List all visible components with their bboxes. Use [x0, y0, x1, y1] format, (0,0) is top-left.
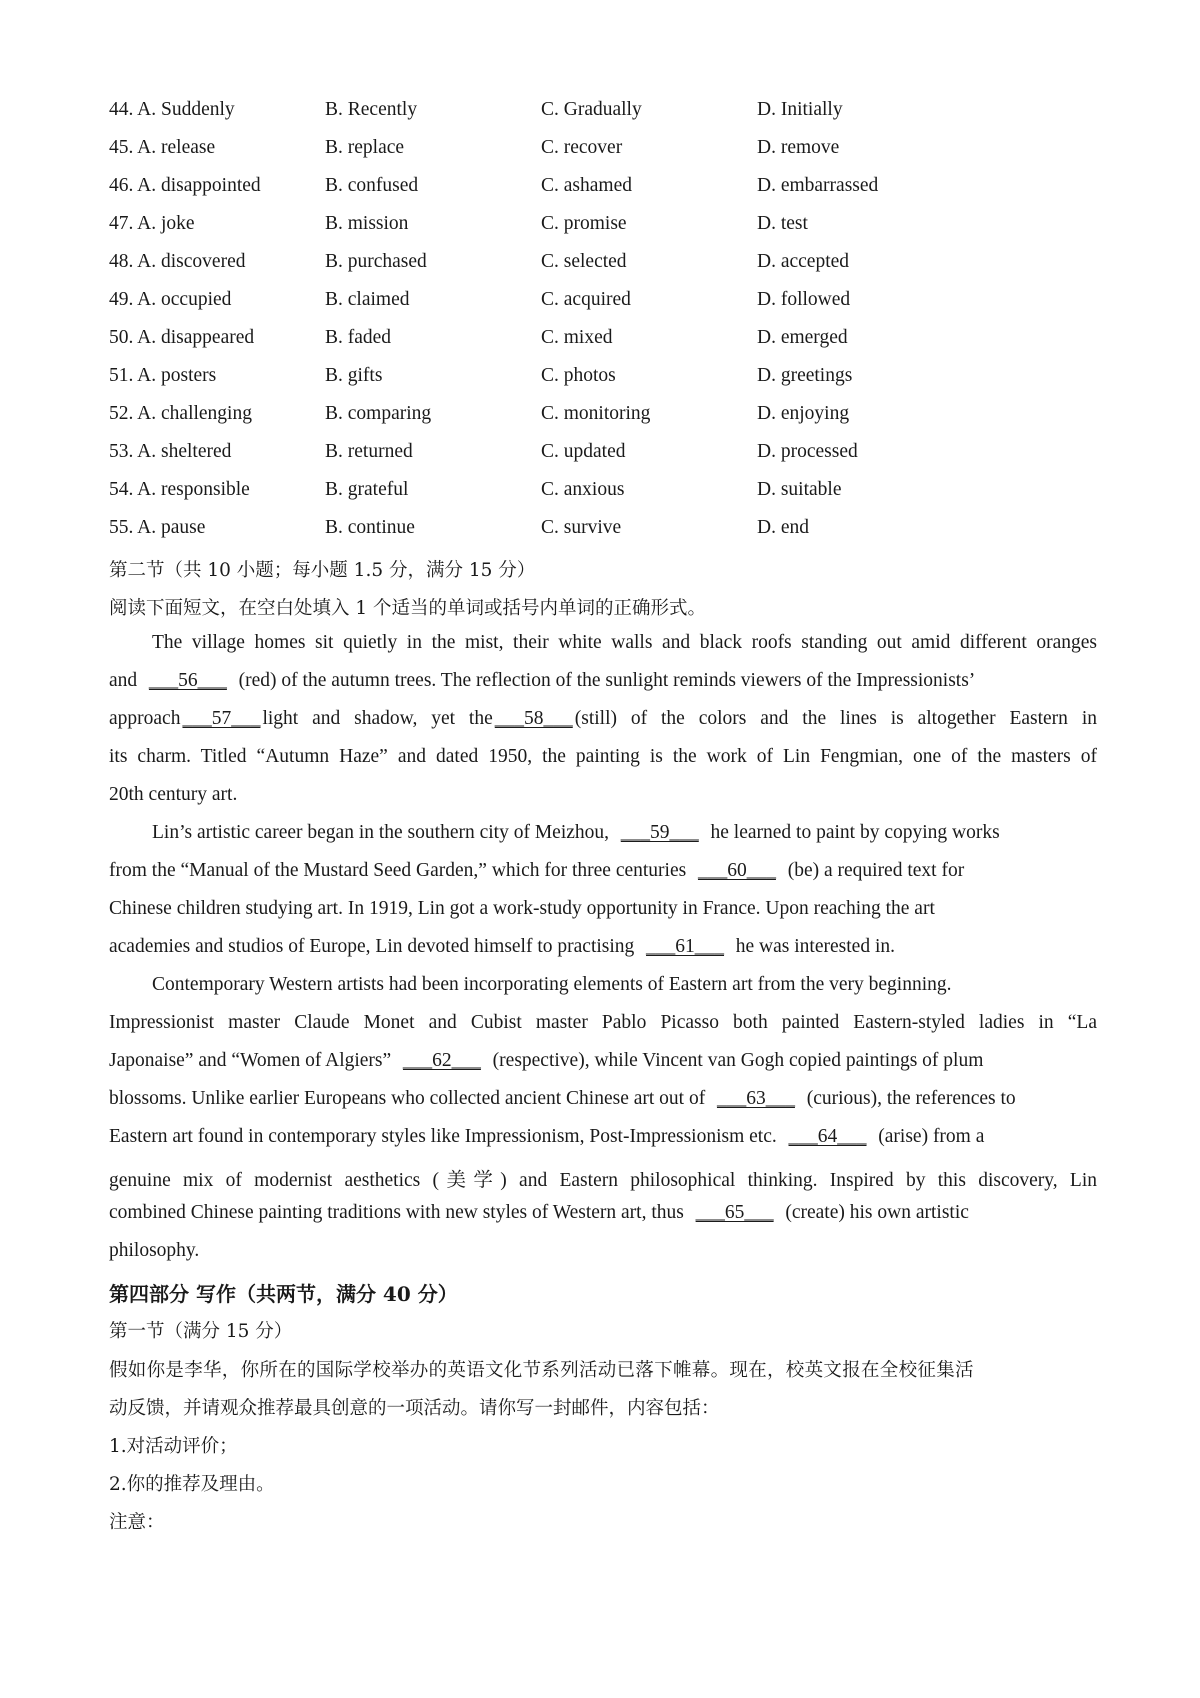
question-row: [109, 99, 1109, 135]
blank-56[interactable]: ___56___: [148, 670, 227, 691]
option-d[interactable]: D. greetings: [757, 365, 853, 386]
option-d[interactable]: D. suitable: [757, 479, 842, 500]
option-a[interactable]: 55. A. pause: [109, 517, 206, 538]
blank-58[interactable]: ___58___: [494, 708, 573, 729]
passage-line: from the “Manual of the Mustard Seed Garden,” which for three centuries ___60___ (be) a required text for: [109, 860, 965, 881]
question-row: [109, 327, 1109, 363]
option-c[interactable]: C. promise: [541, 213, 627, 234]
option-b[interactable]: B. continue: [325, 517, 415, 538]
option-a[interactable]: 53. A. sheltered: [109, 441, 232, 462]
writing-requirement-2: 2.你的推荐及理由。: [109, 1474, 275, 1495]
option-c[interactable]: C. updated: [541, 441, 626, 462]
passage-line: its charm. Titled “Autumn Haze” and dated 1950, the painting is the work of Lin Fengmian, one of the masters of: [109, 746, 1097, 767]
blank-62[interactable]: ___62___: [402, 1050, 481, 1071]
blank-60[interactable]: ___60___: [697, 860, 776, 881]
question-row: [109, 251, 1109, 287]
option-a[interactable]: 44. A. Suddenly: [109, 99, 235, 120]
option-b[interactable]: B. purchased: [325, 251, 427, 272]
option-c[interactable]: C. survive: [541, 517, 622, 538]
question-row: [109, 137, 1109, 173]
option-c[interactable]: C. recover: [541, 137, 623, 158]
option-a[interactable]: 46. A. disappointed: [109, 175, 261, 196]
passage-line: Chinese children studying art. In 1919, Lin got a work-study opportunity in France. Upon reaching the art: [109, 898, 935, 919]
option-d[interactable]: D. end: [757, 517, 809, 538]
option-b[interactable]: B. mission: [325, 213, 409, 234]
passage-line: academies and studios of Europe, Lin devoted himself to practising ___61___ he was interested in.: [109, 936, 895, 957]
option-d[interactable]: D. emerged: [757, 327, 848, 348]
blank-64[interactable]: ___64___: [788, 1126, 867, 1147]
blank-61[interactable]: ___61___: [646, 936, 725, 957]
passage-line: combined Chinese painting traditions with new styles of Western art, thus ___65___ (create) his own artistic: [109, 1202, 969, 1223]
option-b[interactable]: B. replace: [325, 137, 405, 158]
question-row: [109, 441, 1109, 477]
passage-line: Japonaise” and “Women of Algiers” ___62___ (respective), while Vincent van Gogh copied paintings of plum: [109, 1050, 984, 1071]
option-d[interactable]: D. Initially: [757, 99, 843, 120]
writing-requirement-1: 1.对活动评价；: [109, 1436, 238, 1457]
option-c[interactable]: C. Gradually: [541, 99, 642, 120]
question-row: [109, 289, 1109, 325]
option-c[interactable]: C. acquired: [541, 289, 631, 310]
passage-line: philosophy.: [109, 1240, 200, 1261]
part4-section1-heading: 第一节（满分 15 分）: [109, 1321, 293, 1342]
passage-line: 20th century art.: [109, 784, 238, 805]
blank-65[interactable]: ___65___: [695, 1202, 774, 1223]
option-b[interactable]: B. returned: [325, 441, 413, 462]
question-row: [109, 175, 1109, 211]
option-b[interactable]: B. Recently: [325, 99, 418, 120]
passage-line: and ___56___ (red) of the autumn trees. The reflection of the sunlight reminds viewers of the Impressionists’: [109, 670, 976, 691]
option-a[interactable]: 49. A. occupied: [109, 289, 232, 310]
option-a[interactable]: 48. A. discovered: [109, 251, 246, 272]
option-b[interactable]: B. confused: [325, 175, 419, 196]
option-b[interactable]: B. claimed: [325, 289, 410, 310]
part4-heading: 第四部分 写作（共两节，满分 40 分）: [109, 1282, 458, 1306]
option-d[interactable]: D. followed: [757, 289, 851, 310]
blank-57[interactable]: ___57___: [182, 708, 261, 729]
question-row: [109, 365, 1109, 401]
option-a[interactable]: 45. A. release: [109, 137, 216, 158]
passage-line: The village homes sit quietly in the mist, their white walls and black roofs standing out amid different oranges: [152, 632, 1097, 653]
passage-line: Contemporary Western artists had been incorporating elements of Eastern art from the very beginning.: [152, 974, 952, 995]
option-c[interactable]: C. ashamed: [541, 175, 632, 196]
option-c[interactable]: C. photos: [541, 365, 616, 386]
writing-prompt-line: 动反馈，并请观众推荐最具创意的一项活动。请你写一封邮件，内容包括：: [109, 1398, 720, 1419]
option-a[interactable]: 47. A. joke: [109, 213, 195, 234]
passage-line: Lin’s artistic career began in the southern city of Meizhou, ___59___ he learned to paint by copying works: [152, 822, 1000, 843]
option-b[interactable]: B. comparing: [325, 403, 432, 424]
option-c[interactable]: C. anxious: [541, 479, 625, 500]
blank-63[interactable]: ___63___: [716, 1088, 795, 1109]
option-d[interactable]: D. remove: [757, 137, 840, 158]
option-d[interactable]: D. enjoying: [757, 403, 850, 424]
passage-line: blossoms. Unlike earlier Europeans who collected ancient Chinese art out of ___63___ (curious), the references to: [109, 1088, 1016, 1109]
option-d[interactable]: D. embarrassed: [757, 175, 879, 196]
option-b[interactable]: B. grateful: [325, 479, 409, 500]
option-a[interactable]: 52. A. challenging: [109, 403, 252, 424]
blank-59[interactable]: ___59___: [620, 822, 699, 843]
writing-prompt-line: 假如你是李华，你所在的国际学校举办的英语文化节系列活动已落下帷幕。现在，校英文报在全校征集活: [109, 1360, 974, 1381]
passage-line: Eastern art found in contemporary styles like Impressionism, Post-Impressionism etc. ___64___ (arise) from a: [109, 1126, 985, 1147]
section2-instruction: 阅读下面短文，在空白处填入 1 个适当的单词或括号内单词的正确形式。: [109, 598, 707, 619]
question-row: [109, 213, 1109, 249]
writing-note-label: 注意：: [109, 1512, 165, 1533]
option-c[interactable]: C. mixed: [541, 327, 613, 348]
option-b[interactable]: B. gifts: [325, 365, 383, 386]
passage-line: genuine mix of modernist aesthetics (美学) and Eastern philosophical thinking. Inspired by this discovery, Lin: [109, 1170, 1097, 1191]
option-d[interactable]: D. processed: [757, 441, 858, 462]
option-c[interactable]: C. selected: [541, 251, 627, 272]
question-row: [109, 403, 1109, 439]
passage-line: Impressionist master Claude Monet and Cubist master Pablo Picasso both painted Eastern-styled ladies in “La: [109, 1012, 1097, 1033]
option-a[interactable]: 54. A. responsible: [109, 479, 250, 500]
question-row: [109, 479, 1109, 515]
option-d[interactable]: D. accepted: [757, 251, 850, 272]
passage-line: approach ___57___ light and shadow, yet the ___58___ (still) of the colors and the lines is altogether Eastern in: [109, 708, 1097, 729]
option-d[interactable]: D. test: [757, 213, 808, 234]
section2-heading: 第二节（共 10 小题；每小题 1.5 分，满分 15 分）: [109, 560, 536, 581]
question-row: [109, 517, 1109, 553]
option-c[interactable]: C. monitoring: [541, 403, 651, 424]
option-b[interactable]: B. faded: [325, 327, 392, 348]
option-a[interactable]: 50. A. disappeared: [109, 327, 255, 348]
option-a[interactable]: 51. A. posters: [109, 365, 217, 386]
